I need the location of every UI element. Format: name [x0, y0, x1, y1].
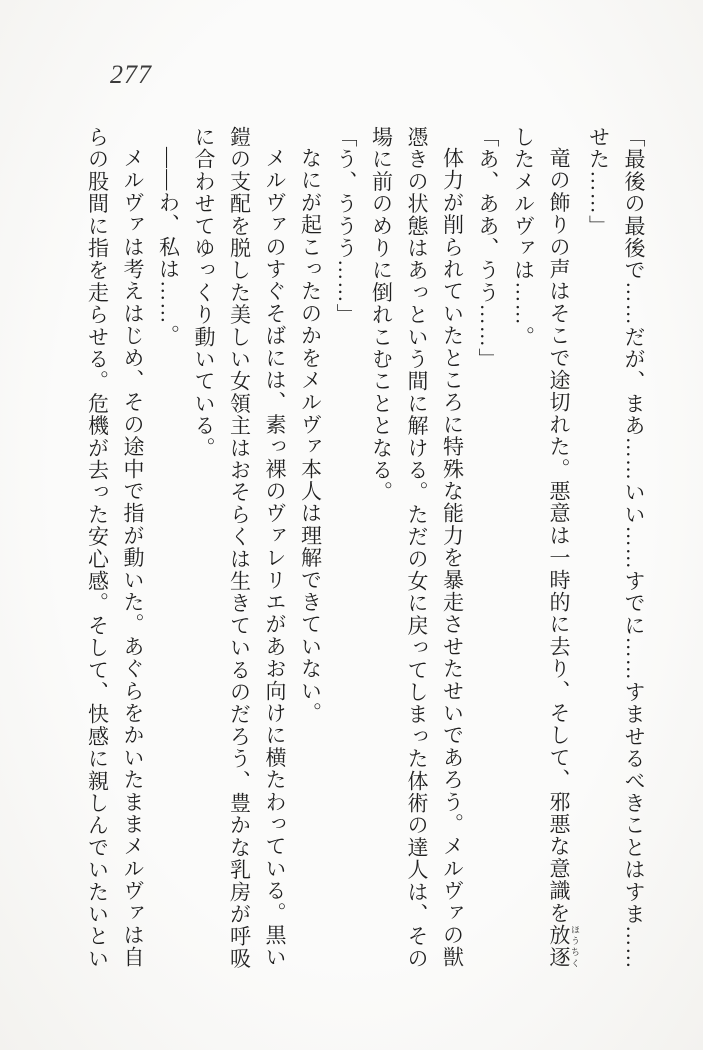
text-line-dialogue: 「う、ううう……」 [334, 126, 358, 326]
text-line-narrative-continuation: したメルヴァは……。 [511, 126, 536, 348]
text-line-narrative: メルヴァは考えはじめ、その途中で指が動いた。あぐらをかいたままメルヴァは自 [121, 147, 145, 969]
text-block [79, 126, 651, 974]
text-line-narrative [541, 126, 581, 974]
text-line-narrative-continuation: 憑きの状態はあっという間に解ける。ただの女に戻ってしまった体術の達人は、その [405, 126, 429, 970]
ruby-word [547, 924, 580, 969]
text-line-narrative-continuation: に合わせてゆっくり動いている。 [192, 126, 216, 459]
text-line-dialogue-continuation: せた……」 [586, 126, 611, 237]
page-number: 277 [110, 60, 152, 89]
text-line-thought: ――わ、私は……。 [156, 147, 181, 347]
text-line-narrative-continuation: 鎧の支配を脱した美しい女領主はおそらくは生きているのだろう、豊かな乳房が呼吸 [227, 126, 252, 970]
line-text: 竜の飾りの声はそこで途切れた。悪意は一時的に去り、そして、邪悪な意識を [547, 147, 571, 924]
ruby-base: 放逐 [547, 924, 571, 969]
text-line-dialogue: 「最後の最後で……だが、まあ……いい……すでに……すませるべきことはすま…… [622, 126, 646, 970]
text-line-narrative: メルヴァのすぐそばには、素っ裸のヴァレリエがあお向けに横たわっている。黒い [263, 147, 287, 969]
furigana: ほうちく [570, 924, 580, 969]
text-line-narrative-continuation: らの股間に指を走らせる。危機が去った安心感。そして、快感に親しんでいたいとい [85, 126, 110, 970]
text-line-narrative: なにが起こったのかをメルヴァ本人は理解できていない。 [298, 147, 323, 725]
text-line-narrative-continuation: 場に前のめりに倒れこむこととなる。 [369, 126, 394, 504]
text-line-dialogue: 「あ、ああ、うう……」 [476, 126, 500, 371]
text-line-narrative: 体力が削られていたところに特殊な能力を暴走させたせいであろう。メルヴァの獣 [440, 147, 465, 969]
